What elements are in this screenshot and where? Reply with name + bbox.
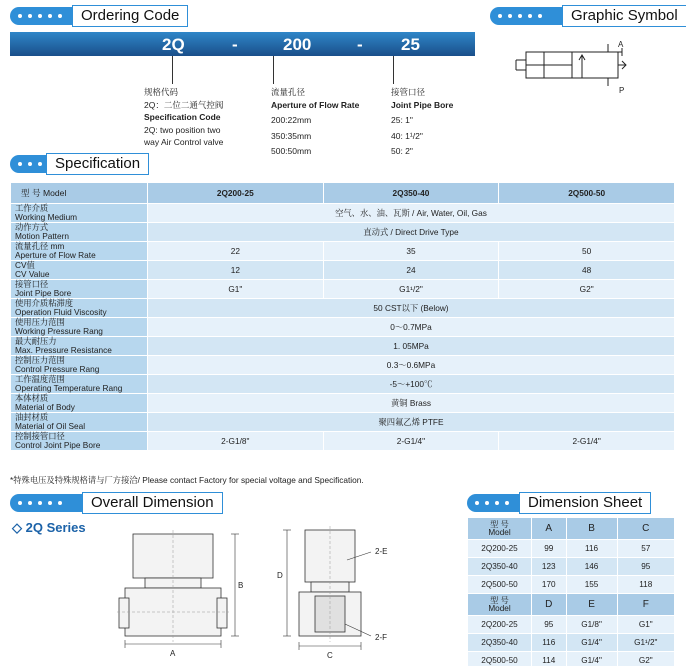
valve-symbol: [512, 38, 662, 94]
dim-row: [468, 616, 675, 634]
spec-row-label: [11, 299, 148, 318]
spec-row: [11, 223, 675, 242]
code-leader-3: [393, 56, 394, 84]
dim-cell: 2Q500-50: [468, 576, 532, 594]
front-view-drawing: [115, 524, 255, 664]
code-series: 2Q: [162, 35, 185, 54]
code-flow: 200: [283, 35, 312, 54]
spec-header-col-1: 2Q200-25: [148, 183, 324, 204]
dim-row: [468, 652, 675, 666]
dim-b-label: B: [238, 581, 244, 590]
dim-row: [468, 576, 675, 594]
spec-label-en: Control Joint Pipe Bore: [15, 440, 101, 450]
spec-label-en: Working Pressure Rang: [15, 326, 103, 336]
spec-label-en: CV Value: [15, 269, 50, 279]
dim-header-row-2: [468, 594, 675, 616]
dim-cell: 116: [566, 540, 617, 558]
spec-label-en: Motion Pattern: [15, 231, 69, 241]
code-spec-column: [144, 86, 264, 149]
dim-cell: G1/4": [566, 652, 617, 666]
graphic-symbol-header: [490, 5, 686, 27]
dim-cell: G1": [617, 616, 674, 634]
spec-label-cn: 本体材质: [15, 393, 49, 403]
port-p-label: P: [619, 86, 625, 94]
dim-d-label: D: [277, 571, 283, 580]
spec-label-cn: 工作温度范围: [15, 374, 65, 384]
spec-label-cn: 控制压力范围: [15, 355, 65, 365]
spec-label-cn: 流量孔径 mm: [15, 241, 65, 251]
spec-row-label: [11, 261, 148, 280]
dim-cell: 95: [617, 558, 674, 576]
spec-label-en: Material of Oil Seal: [15, 421, 86, 431]
dim-cell: 170: [532, 576, 567, 594]
header-dots: [490, 7, 562, 25]
spec-value: 22: [148, 242, 324, 261]
dim-a-label: A: [170, 649, 176, 658]
overall-dimension-title: Overall Dimension: [82, 492, 223, 514]
spec-header-model: 型 号 Model: [11, 183, 148, 204]
dim-cell: G1/4": [566, 634, 617, 652]
spec-row-label: [11, 394, 148, 413]
dim-cell: 118: [617, 576, 674, 594]
spec-value: 12: [148, 261, 324, 280]
spec-row: [11, 337, 675, 356]
ordering-code-title: Ordering Code: [72, 5, 188, 27]
dim-header-e: E: [566, 594, 617, 616]
spec-row: [11, 394, 675, 413]
code-flow-cn: 流量孔径: [271, 87, 306, 97]
code-flow-opt-3: 500:50mm: [271, 146, 312, 156]
dimension-sheet-header: [467, 492, 651, 514]
spec-label-en: Operation Fluid Viscosity: [15, 307, 107, 317]
dim-cell: 99: [532, 540, 567, 558]
spec-header-col-2: 2Q350-40: [323, 183, 499, 204]
code-spec-cn: 规格代码: [144, 87, 179, 97]
dim-row: [468, 540, 675, 558]
dim-header-b: B: [566, 518, 617, 540]
code-flow-opt-1: 200:22mm: [271, 115, 312, 125]
code-bore-column: [391, 86, 481, 158]
dim-header-row-1: [468, 518, 675, 540]
dim-header-d: D: [532, 594, 567, 616]
dimension-sheet-title: Dimension Sheet: [519, 492, 651, 514]
dim-row: [468, 558, 675, 576]
code-flow-column: [271, 86, 381, 158]
spec-row-label: [11, 432, 148, 451]
spec-value: 2-G1/4": [323, 432, 499, 451]
ordering-code-header: [10, 5, 188, 27]
code-flow-opt-2: 350:35mm: [271, 130, 312, 141]
spec-row: [11, 413, 675, 432]
spec-row-label: [11, 413, 148, 432]
spec-row: [11, 280, 675, 299]
dim-cell: 2Q200-25: [468, 616, 532, 634]
spec-label-cn: 动作方式: [15, 222, 49, 232]
code-bore-opt-3: 50: 2": [391, 146, 413, 156]
dimension-table: [467, 517, 675, 666]
spec-label-en: Material of Body: [15, 402, 75, 412]
header-dots: [10, 7, 72, 25]
spec-row-label: [11, 375, 148, 394]
dim-header-model-cn: 型 号: [490, 519, 509, 529]
ordering-code-bar: [10, 32, 475, 56]
spec-value: 黄铜 Brass: [148, 394, 675, 413]
spec-value: 35: [323, 242, 499, 261]
header-dots: [10, 494, 82, 512]
spec-label-cn: 油封材质: [15, 412, 49, 422]
header-dots: [467, 494, 519, 512]
dim-header-model-2-en: Model: [488, 603, 511, 613]
dim-c-label: C: [327, 651, 333, 660]
specification-header: [10, 153, 149, 175]
spec-value: 直动式 / Direct Drive Type: [148, 223, 675, 242]
code-spec-en-desc-2: way Air Control valve: [144, 137, 224, 147]
dim-row: [468, 634, 675, 652]
spec-label-en: Operating Temperature Rang: [15, 383, 123, 393]
dim-cell: 2Q350-40: [468, 558, 532, 576]
dim-header-model-2: [468, 594, 532, 616]
spec-value: 24: [323, 261, 499, 280]
dim-rows-1: [468, 540, 675, 594]
spec-header-col-3: 2Q500-50: [499, 183, 675, 204]
dim-rows-2: [468, 616, 675, 666]
spec-value: 48: [499, 261, 675, 280]
code-leader-2: [273, 56, 274, 84]
spec-label-en: Working Medium: [15, 212, 78, 222]
spec-rows: [11, 204, 675, 451]
spec-value: -5～+100℃: [148, 375, 675, 394]
dim-cell: 155: [566, 576, 617, 594]
spec-label-cn: 最大耐压力: [15, 336, 57, 346]
code-bore-cn: 接管口径: [391, 87, 426, 97]
dim-cell: 116: [532, 634, 567, 652]
series-label: ◇ 2Q Series: [12, 520, 86, 535]
dim-header-a: A: [532, 518, 567, 540]
code-bore-opt-2: 40: 1¹/2": [391, 130, 423, 141]
spec-row-label: [11, 337, 148, 356]
spec-value: 2-G1/8": [148, 432, 324, 451]
spec-row-label: [11, 223, 148, 242]
spec-header-row: [11, 183, 675, 204]
spec-row-label: [11, 242, 148, 261]
header-dots: [10, 155, 46, 173]
spec-value: 50 CST以下 (Below): [148, 299, 675, 318]
spec-row: [11, 432, 675, 451]
spec-value: 1. 05MPa: [148, 337, 675, 356]
spec-value: 空气、水、油、瓦斯 / Air, Water, Oil, Gas: [148, 204, 675, 223]
spec-value: 2-G1/4": [499, 432, 675, 451]
dim-cell: 114: [532, 652, 567, 666]
spec-label-cn: 使用压力范围: [15, 317, 65, 327]
specification-table: [10, 182, 675, 451]
dim-cell: 2Q350-40: [468, 634, 532, 652]
spec-value: 0～0.7MPa: [148, 318, 675, 337]
spec-label-en: Aperture of Flow Rate: [15, 250, 96, 260]
spec-value: 聚四氟乙烯 PTFE: [148, 413, 675, 432]
dim-cell: 57: [617, 540, 674, 558]
spec-row-label: [11, 318, 148, 337]
code-leader-1: [172, 56, 173, 84]
code-flow-en: Aperture of Flow Rate: [271, 99, 360, 110]
dim-2e-label: 2-E: [375, 547, 388, 556]
spec-value: G1¹/2": [323, 280, 499, 299]
spec-row: [11, 318, 675, 337]
dim-cell: 95: [532, 616, 567, 634]
spec-value: 0.3～0.6MPa: [148, 356, 675, 375]
spec-row-label: [11, 356, 148, 375]
code-spec-en-desc-1: 2Q: two position two: [144, 124, 221, 135]
dim-cell: G1/8": [566, 616, 617, 634]
dim-header-c: C: [617, 518, 674, 540]
dim-cell: G1¹/2": [617, 634, 674, 652]
dim-cell: 2Q200-25: [468, 540, 532, 558]
spec-label-cn: 接管口径: [15, 279, 49, 289]
spec-label-cn: 使用介质粘滞度: [15, 298, 74, 308]
spec-row: [11, 299, 675, 318]
spec-row: [11, 261, 675, 280]
overall-dimension-header: [10, 492, 223, 514]
special-order-note: *特殊电压及特殊规格请与厂方接洽/ Please contact Factory for special voltage and Specification.: [10, 475, 364, 485]
spec-row: [11, 356, 675, 375]
port-a-label: A: [618, 40, 624, 49]
specification-title: Specification: [46, 153, 149, 175]
dim-header-model-2-cn: 型 号: [490, 595, 509, 605]
graphic-symbol-title: Graphic Symbol: [562, 5, 686, 27]
dim-cell: 123: [532, 558, 567, 576]
spec-row: [11, 204, 675, 223]
spec-label-cn: CV值: [15, 260, 35, 270]
spec-value: G1": [148, 280, 324, 299]
spec-row: [11, 375, 675, 394]
dim-header-model-en: Model: [488, 527, 511, 537]
dim-cell: 146: [566, 558, 617, 576]
spec-label-cn: 控制接管口径: [15, 431, 65, 441]
spec-value: 50: [499, 242, 675, 261]
dim-cell: G2": [617, 652, 674, 666]
code-bore: 25: [401, 35, 420, 54]
spec-label-cn: 工作介质: [15, 203, 49, 213]
spec-row-label: [11, 280, 148, 299]
dim-cell: 2Q500-50: [468, 652, 532, 666]
code-bore-en: Joint Pipe Bore: [391, 99, 454, 110]
code-bore-opt-1: 25: 1": [391, 115, 413, 125]
spec-row-label: [11, 204, 148, 223]
spec-label-en: Max. Pressure Resistance: [15, 345, 112, 355]
spec-label-en: Control Pressure Rang: [15, 364, 100, 374]
code-spec-cn-desc: 2Q：二位二通气控阀: [144, 99, 224, 110]
code-dash-2: -: [357, 35, 363, 54]
dim-header-model: [468, 518, 532, 540]
code-spec-en: Specification Code: [144, 112, 221, 122]
dim-header-f: F: [617, 594, 674, 616]
code-dash-1: -: [232, 35, 238, 54]
spec-value: G2": [499, 280, 675, 299]
dim-2f-label: 2-F: [375, 633, 387, 642]
side-view-drawing: [275, 524, 410, 664]
spec-label-en: Joint Pipe Bore: [15, 288, 72, 298]
spec-row: [11, 242, 675, 261]
